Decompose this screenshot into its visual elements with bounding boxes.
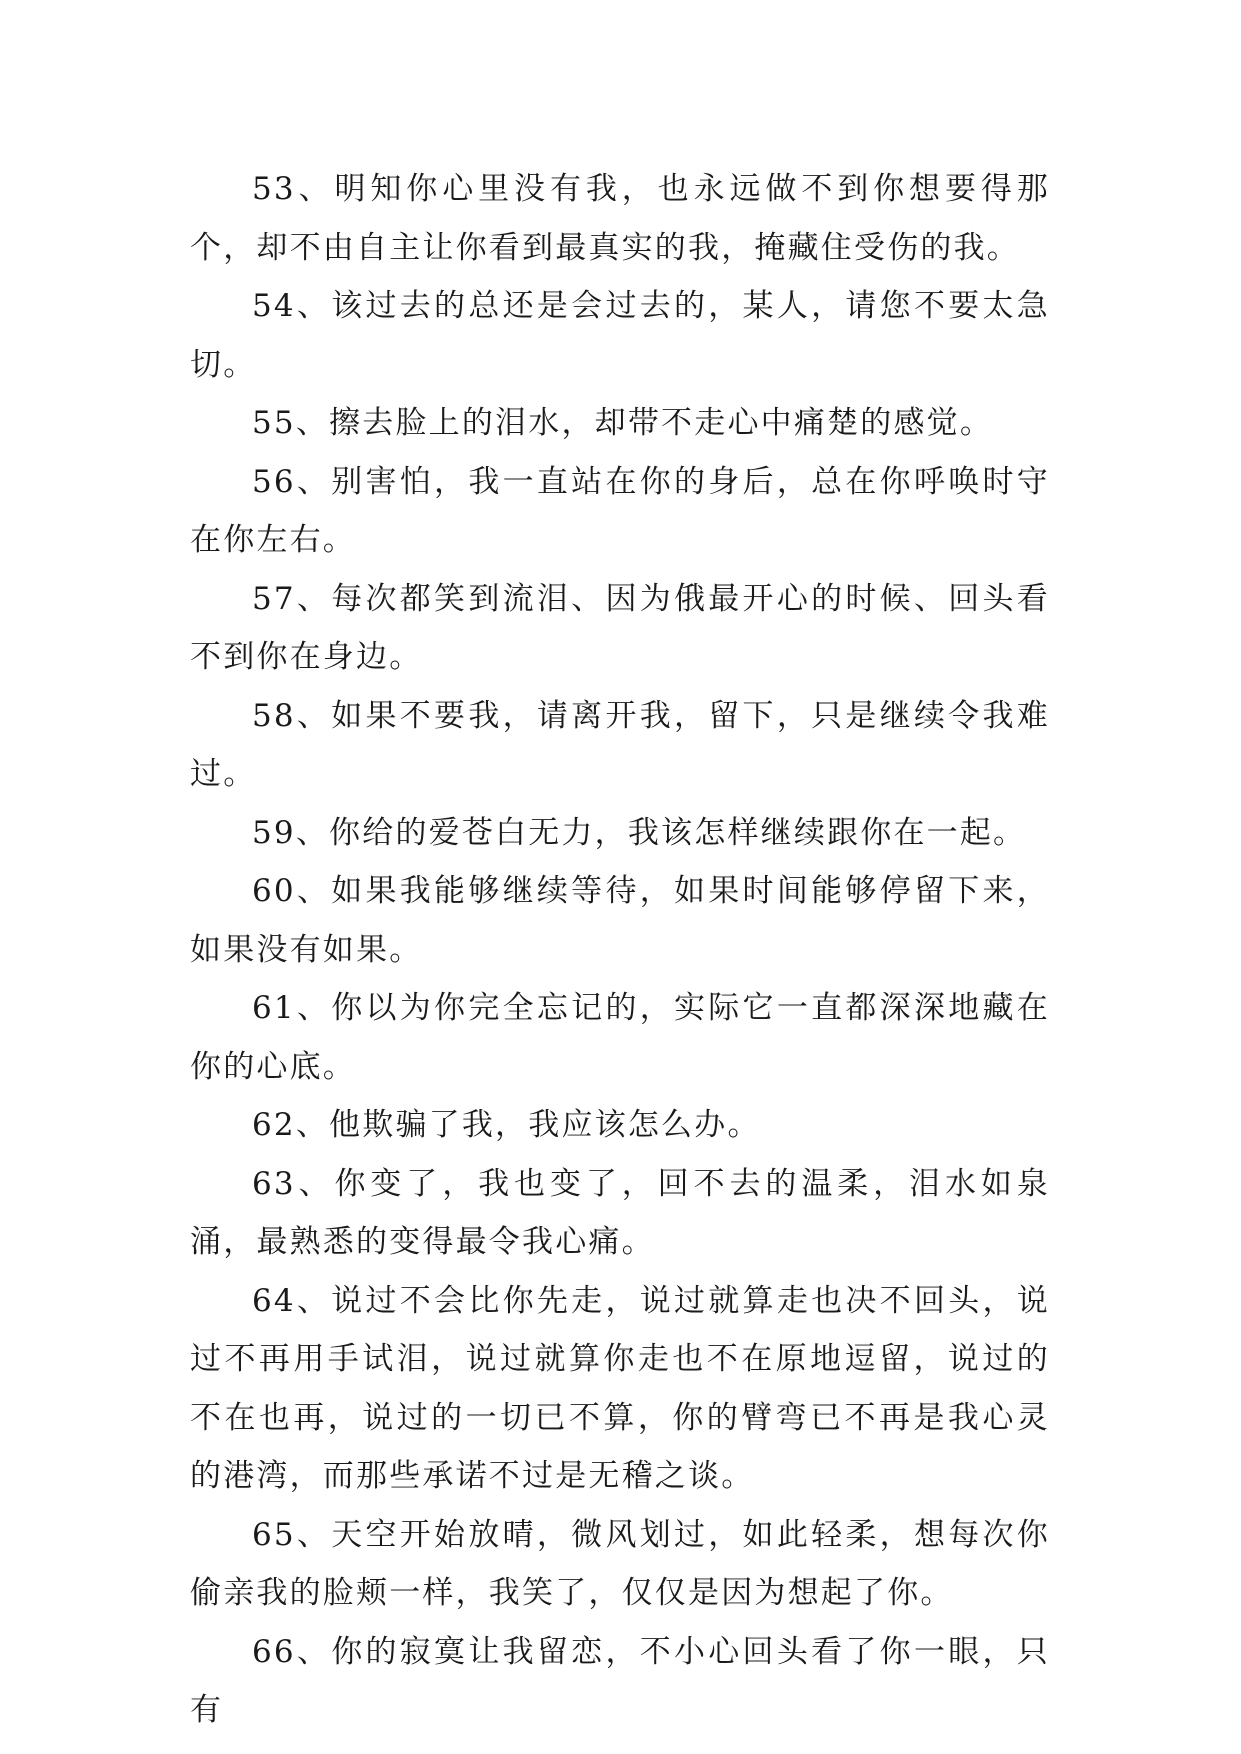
paragraph-57: 57、每次都笑到流泪、因为俄最开心的时候、回头看不到你在身边。 bbox=[190, 580, 1050, 675]
paragraph-60: 60、如果我能够继续等待，如果时间能够停留下来，如果没有如果。 bbox=[190, 873, 1050, 968]
paragraph-55: 55、擦去脸上的泪水，却带不走心中痛楚的感觉。 bbox=[252, 405, 994, 441]
paragraph-61: 61、你以为你完全忘记的，实际它一直都深深地藏在你的心底。 bbox=[190, 990, 1050, 1085]
paragraph-56: 56、别害怕，我一直站在你的身后，总在你呼唤时守在你左右。 bbox=[190, 463, 1050, 558]
paragraph-64: 64、说过不会比你先走，说过就算走也决不回头，说过不再用手试泪，说过就算你走也不在原地逗留，说过的不在也再，说过的一切已不算，你的臂弯已不再是我心灵的港湾，而那些承诺不过是无稽之谈。 bbox=[190, 1282, 1050, 1494]
paragraph-59: 59、你给的爱苍白无力，我该怎样继续跟你在一起。 bbox=[252, 814, 1027, 851]
document-body bbox=[190, 160, 1050, 1740]
paragraph-54: 54、该过去的总还是会过去的，某人，请您不要太急切。 bbox=[190, 288, 1050, 383]
paragraph-65: 65、天空开始放晴，微风划过，如此轻柔，想每次你偷亲我的脸颊一样，我笑了，仅仅是因为想起了你。 bbox=[190, 1516, 1050, 1611]
paragraph-58: 58、如果不要我，请离开我，留下，只是继续令我难过。 bbox=[190, 697, 1050, 792]
paragraph-63: 63、你变了，我也变了，回不去的温柔，泪水如泉涌，最熟悉的变得最令我心痛。 bbox=[190, 1165, 1050, 1260]
paragraph-62: 62、他欺骗了我，我应该怎么办。 bbox=[252, 1107, 761, 1143]
paragraph-66: 66、你的寂寞让我留恋，不小心回头看了你一眼，只有 bbox=[190, 1633, 1050, 1728]
paragraph-53: 53、明知你心里没有我，也永远做不到你想要得那个，却不由自主让你看到最真实的我，掩藏住受伤的我。 bbox=[190, 171, 1050, 266]
